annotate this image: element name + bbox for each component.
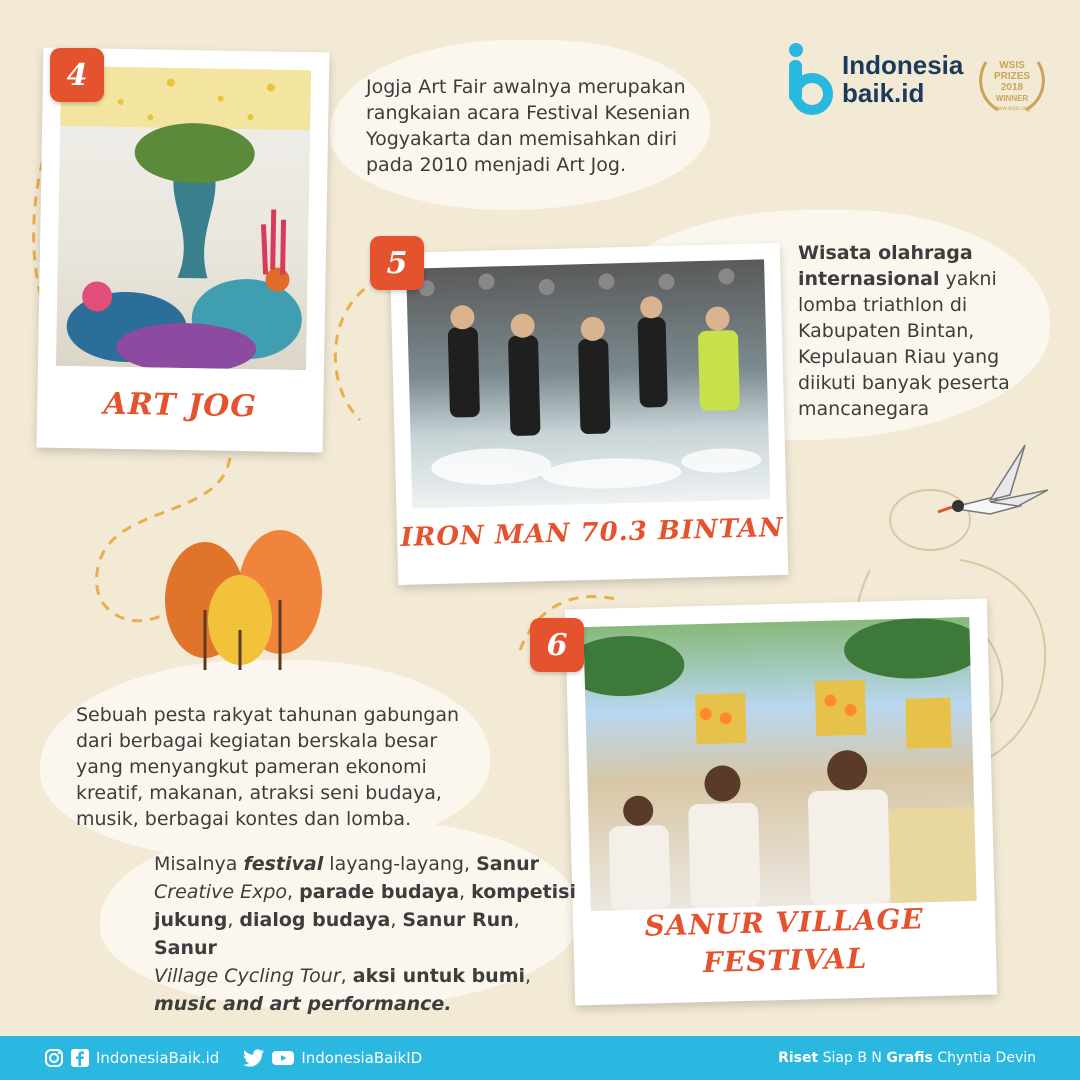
- ex-text: dialog budaya: [239, 909, 391, 931]
- sanur-line: Sebuah pesta rakyat tahunan gabungan: [76, 704, 460, 726]
- footer-handle-facebook-instagram[interactable]: [44, 1048, 219, 1068]
- number-badge-5: 5: [370, 236, 424, 290]
- ex-text: ,: [463, 853, 477, 875]
- sanur-description: [76, 702, 476, 832]
- trees-illustration: [160, 530, 330, 670]
- art-jog-description: [366, 74, 706, 178]
- iron-man-line: diikuti banyak peserta: [798, 372, 1010, 394]
- sanur-caption-line1: SANUR VILLAGE: [644, 902, 925, 943]
- ex-text: ,: [227, 909, 240, 931]
- riset-label: Riset: [778, 1050, 819, 1066]
- art-jog-line: Jogja Art Fair awalnya merupakan: [366, 76, 686, 98]
- brand-logo: [786, 42, 963, 116]
- ex-text: ,: [459, 881, 472, 903]
- footer-bar: [0, 1036, 1080, 1080]
- iron-man-line: mancanegara: [798, 398, 930, 420]
- brand-line1: Indonesia: [842, 50, 964, 80]
- art-jog-line: rangkaian acara Festival Kesenian: [366, 102, 691, 124]
- award-line1: WSIS: [999, 60, 1025, 71]
- sanur-line: dari berbagai kegiatan berskala besar: [76, 730, 438, 752]
- iron-man-caption: IRON MAN 70.3 BINTAN: [400, 512, 785, 553]
- iron-man-rest2: yakni: [939, 268, 997, 290]
- sanur-caption: [573, 898, 997, 985]
- sanur-examples: [154, 850, 584, 1018]
- iron-man-photo: [406, 259, 770, 508]
- sanur-line: musik, berbagai kontes dan lomba.: [76, 808, 412, 830]
- sanur-caption-line2: FESTIVAL: [702, 941, 868, 980]
- photo-card-art-jog: [37, 48, 330, 453]
- ex-text: Sanur: [154, 937, 217, 959]
- ex-text: ,: [525, 965, 532, 987]
- ex-text: parade budaya: [299, 881, 460, 903]
- riset-name: Siap B N: [822, 1050, 882, 1066]
- iron-man-line: lomba triathlon di: [798, 294, 968, 316]
- ex-text: music and art performance.: [154, 993, 452, 1015]
- ex-text: ,: [287, 881, 300, 903]
- sanur-line: yang menyangkut pameran ekonomi: [76, 756, 427, 778]
- footer-handle-twitter-youtube[interactable]: [243, 1049, 422, 1067]
- twitter-icon[interactable]: [243, 1049, 265, 1067]
- brand-line2: baik.id: [842, 78, 925, 108]
- bird-icon: [930, 440, 1060, 530]
- footer-credits: [778, 1050, 1036, 1066]
- number-badge-6: 6: [530, 618, 584, 672]
- photo-card-sanur: [565, 599, 997, 1006]
- sanur-line: kreatif, makanan, atraksi seni budaya,: [76, 782, 442, 804]
- iron-man-bold1: Wisata olahraga: [798, 242, 973, 264]
- iron-man-line: Kabupaten Bintan,: [798, 320, 975, 342]
- grafis-name: Chyntia Devin: [937, 1050, 1036, 1066]
- ex-text: Creative Expo: [154, 881, 288, 903]
- award-line3: 2018: [1000, 82, 1024, 93]
- footer-handle-1[interactable]: IndonesiaBaik.id: [96, 1049, 220, 1067]
- grafis-label: Grafis: [886, 1050, 933, 1066]
- ex-text: Sanur Run: [402, 909, 514, 931]
- award-line2: PRIZES: [993, 71, 1031, 82]
- instagram-icon[interactable]: [44, 1048, 64, 1068]
- iron-man-bold2: internasional: [798, 268, 940, 290]
- art-jog-caption: ART JOG: [103, 386, 258, 425]
- iron-man-line: Kepulauan Riau yang: [798, 346, 1000, 368]
- photo-card-iron-man: [390, 243, 789, 585]
- art-jog-photo: [56, 66, 311, 370]
- wsis-award-badge: [976, 54, 1048, 118]
- ex-text: kompetisi: [471, 881, 577, 903]
- ex-text: jukung: [154, 909, 228, 931]
- iron-man-description: [798, 240, 1068, 422]
- footer-handle-2[interactable]: IndonesiaBaikID: [301, 1049, 423, 1067]
- ex-text: ,: [513, 909, 520, 931]
- youtube-icon[interactable]: [271, 1049, 295, 1067]
- sanur-photo: [583, 617, 976, 911]
- art-jog-line: Yogyakarta dan memisahkan diri: [366, 128, 678, 150]
- indonesiabaik-logo-icon: [786, 42, 834, 116]
- ex-text: ,: [390, 909, 403, 931]
- ex-text: aksi untuk bumi: [352, 965, 526, 987]
- award-line4: WINNER: [995, 94, 1029, 103]
- facebook-icon[interactable]: [70, 1048, 90, 1068]
- ex-text: layang-layang: [323, 853, 464, 875]
- ex-text: Misalnya: [154, 853, 244, 875]
- ex-text: ,: [340, 965, 353, 987]
- ex-text: Sanur: [476, 853, 539, 875]
- ex-text: Village Cycling Tour: [154, 965, 341, 987]
- ex-text: festival: [243, 853, 324, 875]
- number-badge-4: 4: [50, 48, 104, 102]
- award-line5: www.wsis.org: [993, 106, 1031, 112]
- art-jog-line: pada 2010 menjadi Art Jog.: [366, 154, 627, 176]
